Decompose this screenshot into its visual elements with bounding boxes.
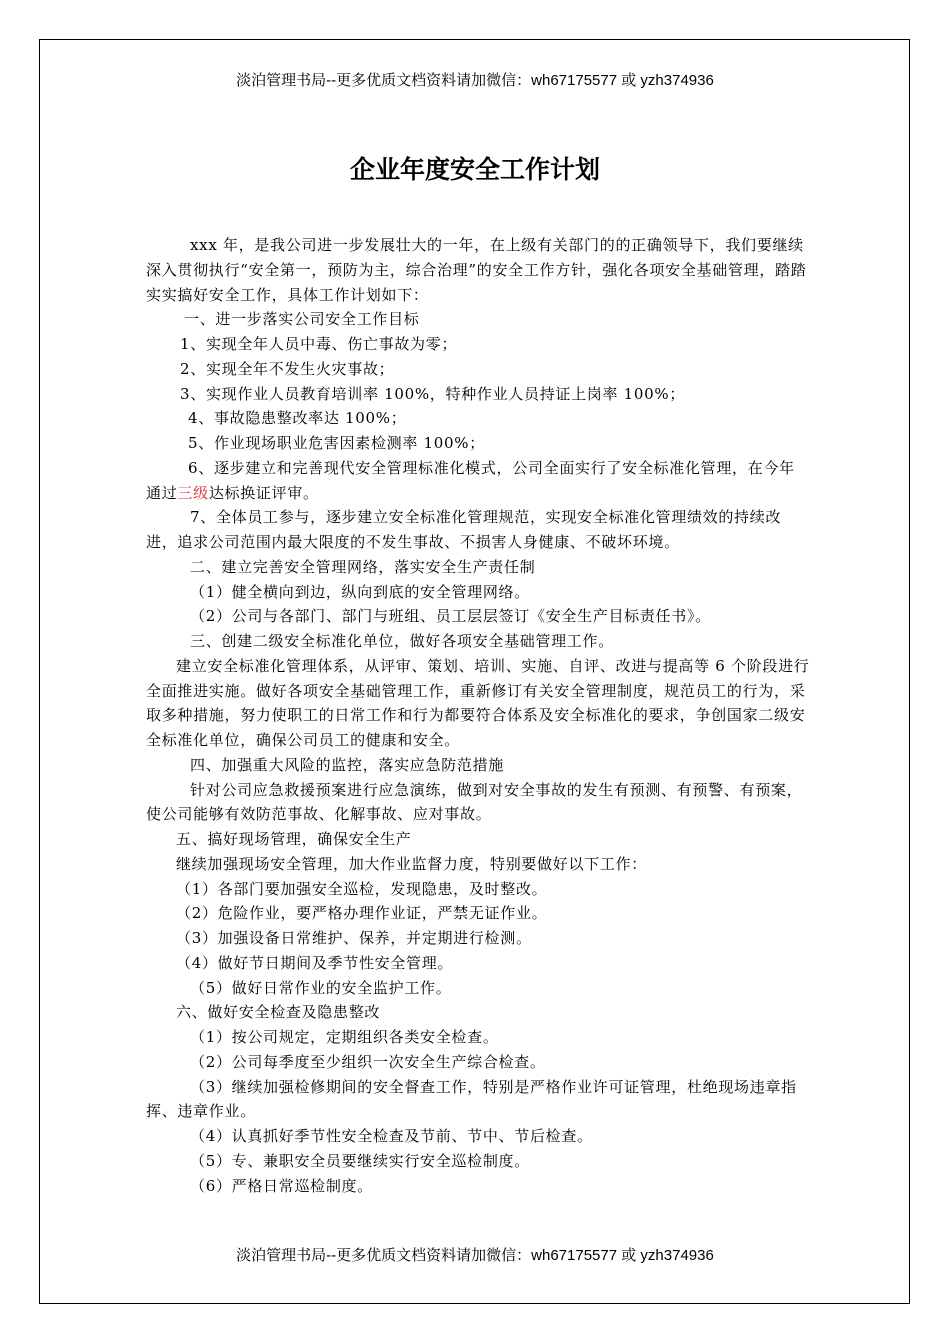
paragraph: xxx 年，是我公司进一步发展壮大的一年，在上级有关部门的的正确领导下，我们要继续深入贯彻执行“安全第一，预防为主，综合治理”的安全工作方针，强化各项安全基础管理，踏踏实实搞好安全工作，具体工作计划如下： (146, 236, 807, 304)
paragraph: 2、实现全年不发生火灾事故； (180, 359, 395, 378)
paragraph (146, 456, 810, 506)
highlight-text: 三级 (177, 483, 209, 502)
paragraph: （2）公司与各部门、部门与班组、员工层层签订《安全生产目标责任书》。 (190, 607, 711, 626)
paragraph-text: 达标换证评审。 (208, 483, 319, 502)
paragraph: 三、创建二级安全标准化单位，做好各项安全基础管理工作。 (190, 632, 614, 650)
paragraph: 建立安全标准化管理体系，从评审、策划、培训、实施、自评、改进与提高等 6 个阶段进行全面推进实施。做好各项安全基础管理工作，重新修订有关安全管理制度，规范员工的行为，采取多种措施，努力使职工的日常工作和行为都要符合体系及安全标准化的要求，争创国家二级安全标准化单位，确保公司员工的健康和安全。 (146, 656, 810, 749)
paragraph: （5）专、兼职安全员要继续实行安全巡检制度。 (190, 1151, 530, 1170)
paragraph: （2）危险作业，要严格办理作业证，严禁无证作业。 (176, 904, 548, 923)
paragraph: （1）健全横向到边，纵向到底的安全管理网络。 (190, 582, 530, 601)
paragraph: 5、作业现场职业危害因素检测率 100%； (188, 434, 485, 452)
document-body (146, 233, 810, 1198)
paragraph: （5）做好日常作业的安全监护工作。 (190, 978, 452, 997)
paragraph: （1）按公司规定，定期组织各类安全检查。 (190, 1028, 499, 1046)
paragraph: 五、搞好现场管理，确保安全生产 (176, 830, 412, 848)
paragraph: 1、实现全年人员中毒、伤亡事故为零； (180, 335, 458, 353)
paragraph: 针对公司应急救援预案进行应急演练，做到对安全事故的发生有预测、有预警、有预案，使公司能够有效防范事故、化解事故、应对事故。 (146, 780, 803, 824)
paragraph: （6）严格日常巡检制度。 (190, 1176, 373, 1195)
paragraph-text: 6、逐步建立和完善现代安全管理标准化模式，公司全面实行了安全标准化管理，在今年通过 (146, 458, 795, 502)
page-header: 淡泊管理书局--更多优质文档资料请加微信：wh67175577 或 yzh374936 (236, 72, 714, 89)
paragraph: 二、建立完善安全管理网络，落实安全生产责任制 (190, 557, 536, 576)
paragraph: 4、事故隐患整改率达 100%； (188, 409, 407, 428)
paragraph: 六、做好安全检查及隐患整改 (176, 1003, 381, 1022)
paragraph: （2）公司每季度至少组织一次安全生产综合检查。 (190, 1052, 546, 1071)
page-footer: 淡泊管理书局--更多优质文档资料请加微信：wh67175577 或 yzh374936 (236, 1247, 714, 1264)
paragraph: 3、实现作业人员教育培训率 100%，特种作业人员持证上岗率 100%； (180, 384, 686, 403)
paragraph: 一、进一步落实公司安全工作目标 (184, 310, 420, 329)
paragraph: （4）做好节日期间及季节性安全管理。 (176, 953, 454, 972)
document-title: 企业年度安全工作计划 (349, 155, 600, 184)
paragraph: （3）继续加强检修期间的安全督查工作，特别是严格作业许可证管理，杜绝现场违章指挥、违章作业。 (146, 1077, 797, 1121)
paragraph: （1）各部门要加强安全巡检，发现隐患，及时整改。 (176, 879, 548, 898)
paragraph: 7、全体员工参与，逐步建立安全标准化管理规范，实现安全标准化管理绩效的持续改进，追求公司范围内最大限度的不发生事故、不损害人身健康、不破坏环境。 (146, 508, 782, 551)
paragraph: （3）加强设备日常维护、保养，并定期进行检测。 (176, 929, 532, 947)
paragraph: 继续加强现场安全管理，加大作业监督力度，特别要做好以下工作： (176, 854, 648, 873)
paragraph: （4）认真抓好季节性安全检查及节前、节中、节后检查。 (190, 1127, 593, 1145)
paragraph: 四、加强重大风险的监控，落实应急防范措施 (190, 755, 505, 774)
